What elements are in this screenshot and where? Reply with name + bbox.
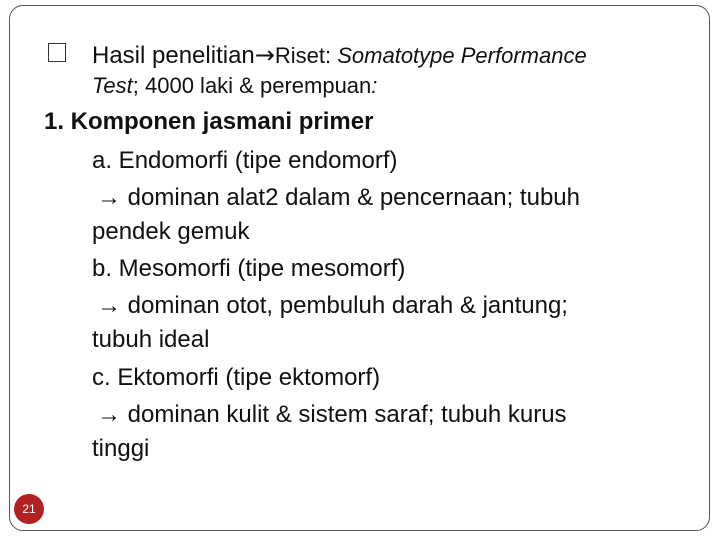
item-b-title: b. Mesomorfi (tipe mesomorf) xyxy=(92,255,406,282)
item-a-title: a. Endomorfi (tipe endomorf) xyxy=(92,147,398,174)
item-b-desc-2: tubuh ideal xyxy=(92,326,210,353)
intro-line2-rest: ; 4000 laki & perempuan xyxy=(132,73,372,98)
item-a-desc-2: pendek gemuk xyxy=(92,218,250,245)
intro-line2-italic: Test xyxy=(92,73,133,98)
checkbox-bullet-icon xyxy=(48,43,66,62)
arrow-icon: → xyxy=(254,41,275,69)
intro-line2-colon: : xyxy=(371,73,378,98)
intro-line-2 xyxy=(92,72,377,100)
item-a-desc-1: → dominan alat2 dalam & pencernaan; tubuh xyxy=(97,184,580,211)
item-b-desc-1: → dominan otot, pembuluh darah & jantung; xyxy=(97,292,568,319)
intro-part1: Hasil penelitian xyxy=(92,42,255,69)
intro-part2: Riset: xyxy=(274,43,338,68)
page-number-badge: 21 xyxy=(14,494,44,524)
item-c-desc-2: tinggi xyxy=(92,435,150,462)
item-c-desc-1: → dominan kulit & sistem saraf; tubuh kurus xyxy=(97,401,567,428)
section-heading: 1. Komponen jasmani primer xyxy=(44,108,374,135)
item-c-title: c. Ektomorfi (tipe ektomorf) xyxy=(92,364,381,391)
intro-line-1 xyxy=(92,41,587,70)
intro-part3: Somatotype Performance xyxy=(337,43,587,68)
